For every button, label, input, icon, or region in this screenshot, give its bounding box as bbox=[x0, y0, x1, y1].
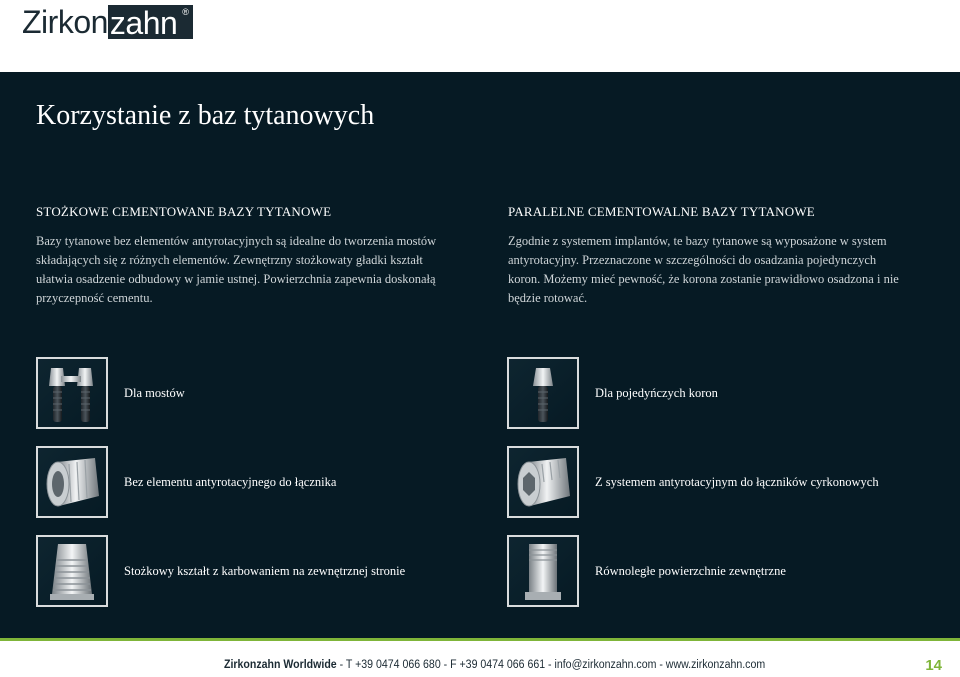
feature-row bbox=[36, 356, 185, 430]
feature-label: Stożkowy kształt z karbowaniem na zewnętrznej stronie bbox=[124, 563, 406, 578]
feature-label: Równoległe powierzchnie zewnętrzne bbox=[595, 563, 786, 578]
logo-text-part2: zahn bbox=[108, 5, 181, 39]
text-line: antyrotacyjny. Przeznaczone w szczególności do osadzania pojedynczych bbox=[508, 253, 877, 267]
page-number: 14 bbox=[925, 657, 942, 674]
single-implant-icon bbox=[507, 357, 579, 429]
text-line: przyczepność cementu. bbox=[36, 291, 153, 305]
feature-label: Z systemem antyrotacyjnym do łączników cyrkonowych bbox=[595, 474, 879, 489]
conical-grooved-base-icon bbox=[36, 535, 108, 607]
text-line: ułatwia osadzenie odbudowy w jamie ustnej. Powierzchnia zapewnia doskonałą bbox=[36, 272, 436, 286]
header bbox=[0, 0, 960, 72]
feature-row bbox=[36, 445, 336, 519]
left-column-text bbox=[36, 232, 456, 308]
titanium-base-no-antirotation-icon bbox=[36, 446, 108, 518]
text-line: koron. Możemy mieć pewność, że korona zostanie prawidłowo osadzona i nie bbox=[508, 272, 899, 286]
right-column-text bbox=[508, 232, 928, 308]
text-line: składających się z różnych elementów. Zewnętrzny stożkowaty gładki kształt bbox=[36, 253, 423, 267]
bridge-implants-icon bbox=[36, 357, 108, 429]
text-line: będzie rotować. bbox=[508, 291, 588, 305]
feature-label: Dla mostów bbox=[124, 385, 185, 400]
left-column-heading: STOŻKOWE CEMENTOWANE BAZY TYTANOWE bbox=[36, 204, 332, 219]
titanium-base-antirotation-icon bbox=[507, 446, 579, 518]
feature-row bbox=[36, 534, 405, 608]
page-title: Korzystanie z baz tytanowych bbox=[36, 100, 375, 131]
text-line: Zgodnie z systemem implantów, te bazy tytanowe są wyposażone w system bbox=[508, 234, 887, 248]
footer-contact-details: - T +39 0474 066 680 - F +39 0474 066 661 - info@zirkonzahn.com - www.zirkonzahn.com bbox=[336, 659, 766, 671]
zirkonzahn-logo bbox=[22, 4, 193, 40]
footer-contact bbox=[224, 659, 765, 671]
parallel-base-icon bbox=[507, 535, 579, 607]
feature-row bbox=[507, 445, 879, 519]
footer-company: Zirkonzahn Worldwide bbox=[224, 659, 337, 671]
right-column-heading: PARALELNE CEMENTOWALNE BAZY TYTANOWE bbox=[508, 204, 815, 219]
logo-text-part1: Zirkon bbox=[22, 4, 108, 40]
feature-label: Dla pojedyńczych koron bbox=[595, 385, 718, 400]
text-line: Bazy tytanowe bez elementów antyrotacyjnych są idealne do tworzenia mostów bbox=[36, 234, 437, 248]
logo-box bbox=[108, 5, 193, 39]
feature-label: Bez elementu antyrotacyjnego do łącznika bbox=[124, 474, 337, 489]
registered-mark: ® bbox=[182, 7, 189, 17]
feature-row bbox=[507, 534, 786, 608]
feature-row bbox=[507, 356, 718, 430]
